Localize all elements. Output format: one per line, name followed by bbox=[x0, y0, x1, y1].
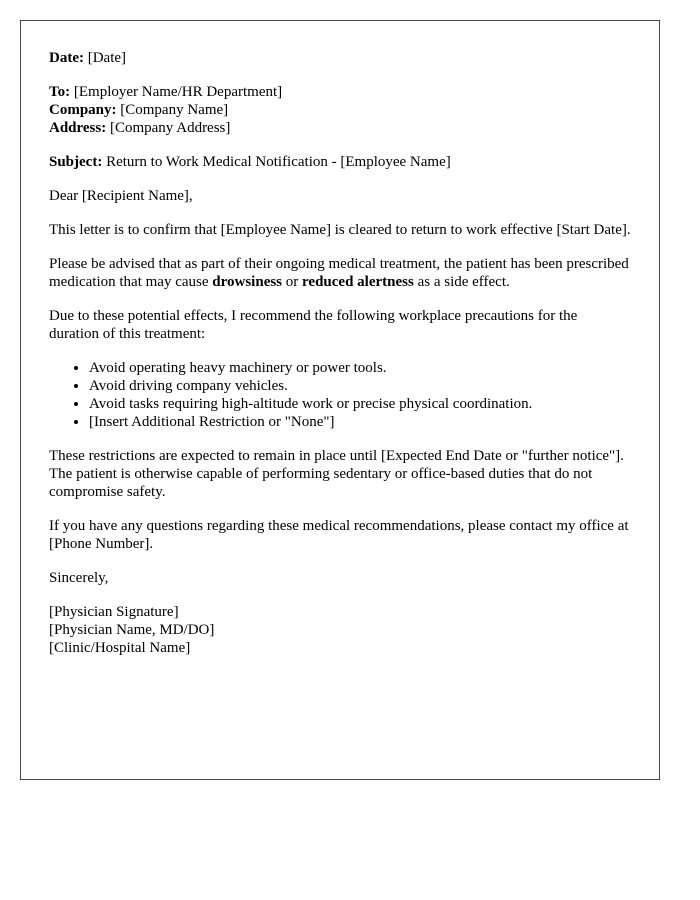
physician-signature: [Physician Signature] bbox=[49, 604, 179, 620]
precaution-item: • Avoid operating heavy machinery or power tools. bbox=[89, 359, 631, 377]
restrictions-duration-paragraph: These restrictions are expected to remain in place until [Expected End Date or "further notice"]. The patient is otherwise capable of performing sedentary or office-based duties that do not compromise safety. bbox=[49, 448, 624, 500]
date-label: Date: bbox=[49, 50, 84, 66]
company-line bbox=[49, 101, 631, 119]
date-line bbox=[49, 49, 631, 67]
medication-paragraph bbox=[49, 255, 631, 291]
medication-text-2: or bbox=[282, 274, 303, 290]
closing: Sincerely, bbox=[49, 570, 109, 586]
medication-text-1: Please be advised that as part of their ongoing medical treatment, the patient has been prescribed medication that may cause bbox=[49, 256, 629, 290]
recipient-block bbox=[49, 83, 631, 137]
precautions-list bbox=[49, 359, 631, 431]
address-label: Address: bbox=[49, 120, 107, 136]
clinic-name: [Clinic/Hospital Name] bbox=[49, 640, 191, 656]
signature-block bbox=[49, 603, 631, 657]
subject-label: Subject: bbox=[49, 154, 103, 170]
company-label: Company: bbox=[49, 102, 117, 118]
medication-text-3: as a side effect. bbox=[413, 274, 510, 290]
reduced-alertness-emphasis: reduced alertness bbox=[302, 274, 414, 290]
to-label: To: bbox=[49, 84, 71, 100]
subject-value: Return to Work Medical Notification - [Employee Name] bbox=[102, 154, 451, 170]
company-value: [Company Name] bbox=[116, 102, 229, 118]
precaution-item: • Avoid tasks requiring high-altitude work or precise physical coordination. bbox=[89, 395, 631, 413]
address-line bbox=[49, 119, 631, 137]
physician-name: [Physician Name, MD/DO] bbox=[49, 622, 215, 638]
letter-page bbox=[20, 20, 660, 780]
drowsiness-emphasis: drowsiness bbox=[212, 274, 283, 290]
confirmation-paragraph: This letter is to confirm that [Employee Name] is cleared to return to work effective [Start Date]. bbox=[49, 222, 631, 238]
to-value: [Employer Name/HR Department] bbox=[70, 84, 283, 100]
salutation: Dear [Recipient Name], bbox=[49, 188, 193, 204]
contact-paragraph: If you have any questions regarding these medical recommendations, please contact my office at [Phone Number]. bbox=[49, 518, 629, 552]
precaution-item: • Avoid driving company vehicles. bbox=[89, 377, 631, 395]
precautions-intro: Due to these potential effects, I recommend the following workplace precautions for the duration of this treatment: bbox=[49, 308, 578, 342]
subject-line bbox=[49, 153, 631, 171]
address-value: [Company Address] bbox=[106, 120, 231, 136]
precaution-item: • [Insert Additional Restriction or "None"] bbox=[89, 413, 631, 431]
to-line bbox=[49, 83, 631, 101]
date-value: [Date] bbox=[83, 50, 127, 66]
